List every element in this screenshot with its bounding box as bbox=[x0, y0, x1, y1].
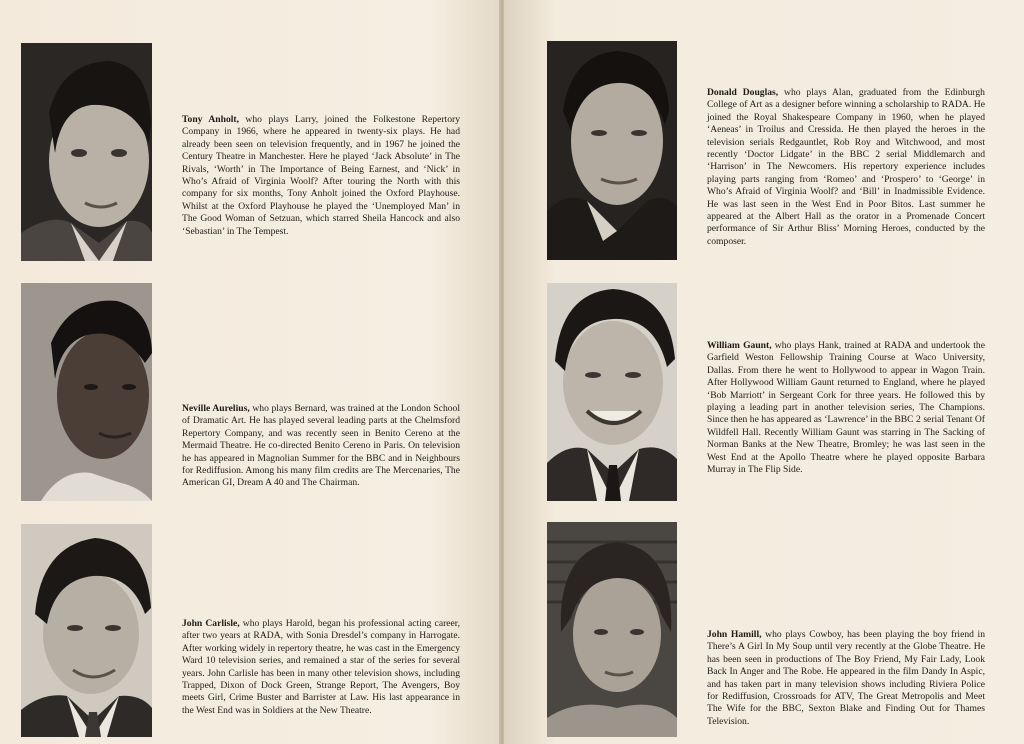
portrait-photo-neville-aurelius bbox=[21, 283, 152, 501]
actor-name: Tony Anholt, bbox=[182, 114, 239, 125]
portrait-photo-donald-douglas bbox=[547, 41, 677, 260]
portrait-photo-john-hamill bbox=[547, 522, 677, 737]
bio-text: who plays Bernard, was trained at the London School of Dramatic Art. He has played several leading parts at the Chelmsford Repertory Company, and was recently seen in Benito Cereno at the Mermaid Theatre. He co-directed Benito Cereno in Paris. On television he has appeared in Magnolian Summer for the BBC and in Neighbours for Rediffusion. Among his many film credits are The Mercenaries, The American GI, Dream A 40 and The Chairman. bbox=[182, 403, 460, 489]
bio-text: who plays Larry, joined the Folkestone Repertory Company in 1966, where he appeared in twenty-six plays. He had already been seen on television frequently, and in 1967 he joined the Century Theatre in Manchester. Here he played ‘Jack Absolute’ in The Rivals, ‘Worth’ in The Importance of Being Earnest, and ‘Nick’ in Who’s Afraid of Virginia Woolf? After touring the North with this company for six months, Tony Anholt joined the Oxford Playhouse. Whilst at the Oxford Playhouse he played the ‘Unemployed Man’ in The Good Woman of Setzuan, which starred Sheila Hancock and also ‘Sebastian’ in The Tempest. bbox=[182, 114, 460, 237]
actor-name: William Gaunt, bbox=[707, 340, 772, 351]
bio-text: who plays Alan, graduated from the Edinburgh College of Art as a designer before winning a scholarship to RADA. He joined the Royal Shakespeare Company in 1960, when he played ‘Aeneas’ in Troilus and Cressida. He then played the heroes in the television serials Redgauntlet, Rob Roy and Witchwood, and most recently ‘Doctor Lidgate’ in the BBC 2 serial Middlemarch and ‘Harrison’ in The Newcomers. His repertory experience includes playing parts ranging from ‘Romeo’ and ‘Prospero’ to ‘George’ in Who’s Afraid of Virginia Woolf? and ‘Bill’ in Inadmissible Evidence. He was last seen in the West End in Poor Bitos. Last summer he appeared at the Albert Hall as the orator in a Promenade Concert performance of Sir Arthur Bliss’ Morning Heroes, conducted by the composer. bbox=[707, 87, 985, 247]
bio-john-carlisle bbox=[182, 618, 460, 717]
bio-text: who plays Harold, began his professional acting career, after two years at RADA, with Sonia Dresdel’s company in Harrogate. After working widely in repertory theatre, he was cast in the Emergency Ward 10 television series, and remained a star of the series for several years. John Carlisle has been in many other television shows, including Trapped, Dixon of Dock Green, Strange Report, The Avengers, Boy meets Girl, Crime Buster and Barrister at Law. His last appearance in the West End was in Soldiers at the New Theatre. bbox=[182, 618, 460, 716]
actor-name: John Carlisle, bbox=[182, 618, 240, 629]
bio-text: who plays Hank, trained at RADA and undertook the Garfield Weston Fellowship Training Course at Waco University, Dallas. From there he went to Hollywood to appear in Wagon Train. After Hollywood William Gaunt returned to England, where he played ‘Bob Marriott’ in Sergeant Cork for three years. He followed this by playing a leading part in another television series, The Champions. Since then he has appeared as ‘Lawrence’ in the BBC 2 serial Tenant Of Wildfell Hall. Recently William Gaunt was starring in The Sacking of Norman Banks at the New Theatre, Bromley; he was last seen in the West End at the Apollo Theatre where he played opposite Barbara Murray in The Flip Side. bbox=[707, 340, 985, 476]
actor-name: John Hamill, bbox=[707, 629, 762, 640]
bio-donald-douglas bbox=[707, 87, 985, 248]
portrait-photo-william-gaunt bbox=[547, 283, 677, 501]
bio-william-gaunt bbox=[707, 340, 985, 476]
actor-name: Donald Douglas, bbox=[707, 87, 779, 98]
actor-name: Neville Aurelius, bbox=[182, 403, 250, 414]
bio-john-hamill bbox=[707, 629, 985, 728]
bio-text: who plays Cowboy, has been playing the boy friend in There’s A Girl In My Soup until very recently at the Globe Theatre. He has been seen in productions of The Boy Friend, My Fair Lady, Look Back In Anger and The Robe. He appeared in the film Dandy In Aspic, and has taken part in many television shows including Riviera Police for Rediffusion, Crossroads for ATV, The Great Metropolis and Meet The Wife for the BBC, Sexton Blake and Finding Out for Thames Television. bbox=[707, 629, 986, 727]
bio-tony-anholt bbox=[182, 114, 460, 238]
portrait-photo-john-carlisle bbox=[21, 524, 152, 737]
bio-neville-aurelius bbox=[182, 403, 460, 490]
portrait-photo-tony-anholt bbox=[21, 43, 152, 261]
